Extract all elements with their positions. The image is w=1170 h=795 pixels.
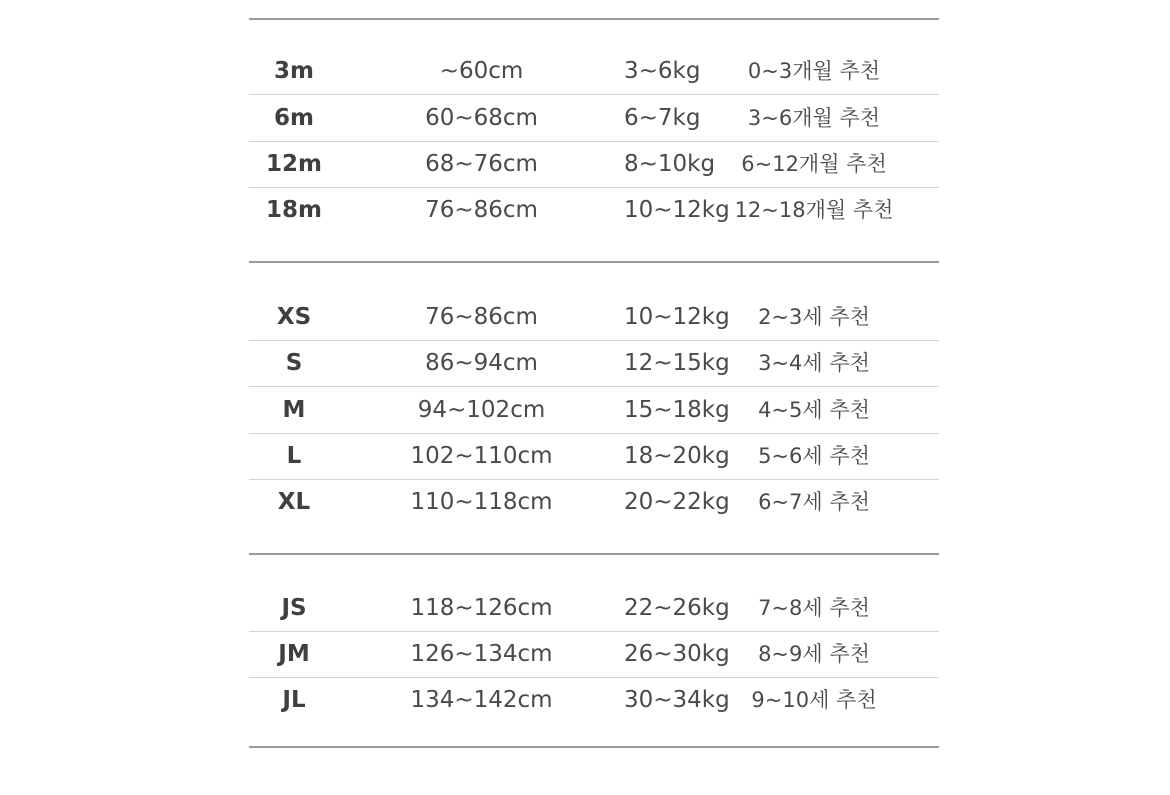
size-label: 12m xyxy=(266,151,322,177)
divider-line xyxy=(249,746,939,748)
age-recommendation: 12~18개월 추천 xyxy=(734,198,894,222)
table-row xyxy=(249,294,939,341)
divider-line xyxy=(249,553,939,555)
divider-line xyxy=(249,18,939,20)
divider-line xyxy=(249,261,939,263)
age-recommendation: 0~3개월 추천 xyxy=(747,59,881,83)
height-range: 94~102cm xyxy=(417,397,546,423)
table-row xyxy=(249,433,939,480)
height-range: 102~110cm xyxy=(410,443,553,469)
height-range: 134~142cm xyxy=(410,687,553,713)
table-row xyxy=(249,387,939,434)
weight-range: 10~12kg xyxy=(624,304,730,330)
height-range: 86~94cm xyxy=(425,350,538,376)
size-label: JM xyxy=(278,641,310,667)
age-recommendation: 6~7세 추천 xyxy=(758,490,870,514)
weight-range: 6~7kg xyxy=(624,105,701,131)
age-recommendation: 8~9세 추천 xyxy=(758,642,870,666)
weight-range: 18~20kg xyxy=(624,443,730,469)
weight-range: 10~12kg xyxy=(624,197,730,223)
table-row xyxy=(249,141,939,188)
height-range: 60~68cm xyxy=(425,105,538,131)
table-row xyxy=(249,585,939,632)
weight-range: 15~18kg xyxy=(624,397,730,423)
height-range: 110~118cm xyxy=(410,489,553,515)
size-label: JL xyxy=(282,687,306,713)
weight-range: 12~15kg xyxy=(624,350,730,376)
table-row xyxy=(249,187,939,233)
height-range: 76~86cm xyxy=(425,304,538,330)
table-row xyxy=(249,340,939,387)
weight-range: 30~34kg xyxy=(624,687,730,713)
age-recommendation: 4~5세 추천 xyxy=(758,398,870,422)
height-range: 68~76cm xyxy=(425,151,538,177)
age-recommendation: 7~8세 추천 xyxy=(758,596,870,620)
height-range: 126~134cm xyxy=(410,641,553,667)
age-recommendation: 5~6세 추천 xyxy=(758,444,870,468)
age-recommendation: 6~12개월 추천 xyxy=(741,152,887,176)
table-row xyxy=(249,95,939,142)
age-recommendation: 3~4세 추천 xyxy=(758,351,870,375)
height-range: 76~86cm xyxy=(425,197,538,223)
weight-range: 8~10kg xyxy=(624,151,716,177)
height-range: 118~126cm xyxy=(410,595,553,621)
table-row xyxy=(249,479,939,525)
size-label: JS xyxy=(281,595,307,621)
height-range: ~60cm xyxy=(439,58,524,84)
size-label: S xyxy=(285,350,303,376)
weight-range: 3~6kg xyxy=(624,58,701,84)
table-row xyxy=(249,631,939,678)
weight-range: 20~22kg xyxy=(624,489,730,515)
size-label: L xyxy=(286,443,302,469)
size-label: 3m xyxy=(274,58,314,84)
size-label: 18m xyxy=(266,197,322,223)
age-recommendation: 9~10세 추천 xyxy=(751,688,877,712)
size-label: 6m xyxy=(274,105,314,131)
weight-range: 26~30kg xyxy=(624,641,730,667)
size-label: XS xyxy=(276,304,312,330)
size-label: M xyxy=(282,397,306,423)
table-row xyxy=(249,48,939,95)
size-label: XL xyxy=(277,489,311,515)
age-recommendation: 3~6개월 추천 xyxy=(747,106,881,130)
age-recommendation: 2~3세 추천 xyxy=(758,305,870,329)
table-row xyxy=(249,677,939,723)
weight-range: 22~26kg xyxy=(624,595,730,621)
